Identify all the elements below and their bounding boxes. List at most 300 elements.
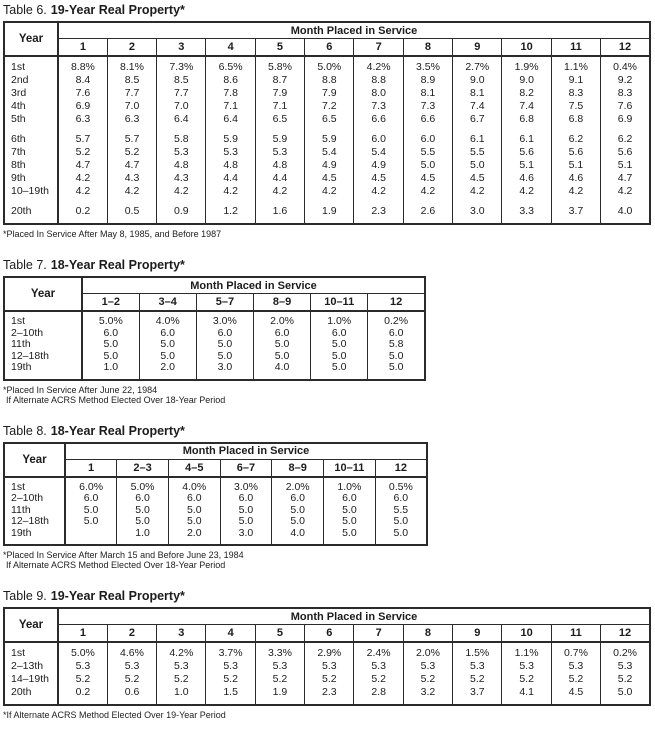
table8-title: [3, 424, 655, 438]
value-cell: 6.0: [354, 126, 403, 146]
year-label: 1st: [4, 477, 65, 494]
table6-section: [3, 3, 655, 239]
value-cell: 6.4: [206, 113, 255, 126]
value-cell: 5.0%: [82, 311, 139, 328]
value-cell: 6.6: [403, 113, 452, 126]
value-cell: 5.3: [354, 660, 403, 673]
value-cell: 5.1: [551, 159, 600, 172]
month-col-header: 10: [502, 39, 551, 57]
table9-name: 19-Year Real Property*: [50, 589, 185, 603]
value-cell: 6.1: [502, 126, 551, 146]
table-row: [4, 493, 427, 505]
value-cell: 2.3: [354, 198, 403, 224]
value-cell: 5.5: [403, 146, 452, 159]
month-col-header: 7: [354, 39, 403, 57]
value-cell: 5.0: [253, 351, 310, 363]
table6-grid: [3, 21, 651, 225]
value-cell: 4.2%: [354, 56, 403, 74]
value-cell: 5.0: [220, 516, 272, 528]
value-cell: 1.9%: [502, 56, 551, 74]
year-label: 2–10th: [4, 493, 65, 505]
value-cell: 5.0: [403, 159, 452, 172]
value-cell: 2.9%: [305, 642, 354, 660]
value-cell: 4.5: [453, 172, 502, 185]
value-cell: 4.5: [354, 172, 403, 185]
value-cell: 7.4: [502, 100, 551, 113]
value-cell: 2.0%: [272, 477, 324, 494]
year-label: 6th: [4, 126, 58, 146]
value-cell: 1.6: [255, 198, 304, 224]
year-label: 1st: [4, 642, 58, 660]
table-row: [4, 339, 425, 351]
value-cell: 4.7: [601, 172, 650, 185]
value-cell: 5.1: [601, 159, 650, 172]
value-cell: 6.5: [305, 113, 354, 126]
value-cell: 5.2: [58, 673, 107, 686]
value-cell: 5.3: [403, 660, 452, 673]
value-cell: 1.0: [82, 362, 139, 380]
value-cell: 4.2: [551, 185, 600, 198]
value-cell: 3.0: [196, 362, 253, 380]
value-cell: 4.8: [157, 159, 206, 172]
value-cell: 5.0%: [58, 642, 107, 660]
value-cell: 5.0: [82, 339, 139, 351]
table-row: [4, 172, 650, 185]
value-cell: 6.0: [324, 493, 376, 505]
value-cell: 6.8: [502, 113, 551, 126]
value-cell: 4.5: [305, 172, 354, 185]
month-col-header: 10–11: [311, 294, 368, 312]
value-cell: 8.4: [58, 74, 107, 87]
table-header: [4, 277, 425, 311]
table8-grid: [3, 442, 428, 547]
table9-section: [3, 589, 655, 720]
value-cell: 2.0%: [253, 311, 310, 328]
value-cell: 5.0: [253, 339, 310, 351]
value-cell: 6.0: [82, 328, 139, 340]
value-cell: 8.1%: [107, 56, 156, 74]
value-cell: 5.7: [107, 126, 156, 146]
value-cell: 4.9: [354, 159, 403, 172]
value-cell: 7.8: [206, 87, 255, 100]
value-cell: 7.6: [601, 100, 650, 113]
year-label: 9th: [4, 172, 58, 185]
value-cell: 2.6: [403, 198, 452, 224]
value-cell: 4.3: [107, 172, 156, 185]
table9-footnote-1: *If Alternate ACRS Method Elected Over 19-Year Period: [3, 710, 226, 720]
year-label: 4th: [4, 100, 58, 113]
month-col-header: 1: [58, 39, 107, 57]
value-cell: 3.0: [220, 528, 272, 546]
value-cell: 6.8: [551, 113, 600, 126]
value-cell: 7.7: [157, 87, 206, 100]
table-body: [4, 311, 425, 380]
value-cell: 6.6: [354, 113, 403, 126]
value-cell: 4.2: [601, 185, 650, 198]
value-cell: 1.0%: [324, 477, 376, 494]
value-cell: 5.3: [305, 660, 354, 673]
value-cell: 5.9: [206, 126, 255, 146]
value-cell: 7.3: [354, 100, 403, 113]
value-cell: 8.3: [601, 87, 650, 100]
table-row: [4, 673, 650, 686]
table-row: [4, 159, 650, 172]
table8-footnote-2: If Alternate ACRS Method Elected Over 18-Year Period: [6, 560, 226, 570]
value-cell: 4.2: [453, 185, 502, 198]
value-cell: 4.2%: [157, 642, 206, 660]
table-row: [4, 505, 427, 517]
value-cell: 6.0: [253, 328, 310, 340]
value-cell: 4.4: [255, 172, 304, 185]
value-cell: 1.1%: [551, 56, 600, 74]
value-cell: 8.2: [502, 87, 551, 100]
value-cell: 7.3: [403, 100, 452, 113]
year-label: 1st: [4, 56, 58, 74]
value-cell: 5.2: [255, 673, 304, 686]
value-cell: 5.0: [196, 351, 253, 363]
table8-number: Table 8.: [3, 423, 47, 438]
value-cell: 6.0: [375, 493, 427, 505]
value-cell: 5.0: [65, 516, 117, 528]
month-col-header: 9: [453, 625, 502, 643]
value-cell: 5.3: [255, 660, 304, 673]
table7-name: 18-Year Real Property*: [50, 258, 185, 272]
month-col-header: 7: [354, 625, 403, 643]
value-cell: 5.8%: [255, 56, 304, 74]
value-cell: 6.0%: [65, 477, 117, 494]
value-cell: 8.1: [453, 87, 502, 100]
value-cell: 5.2: [305, 673, 354, 686]
value-cell: 5.5: [453, 146, 502, 159]
value-cell: 9.1: [551, 74, 600, 87]
value-cell: 5.0%: [117, 477, 169, 494]
value-cell: 4.2: [58, 172, 107, 185]
value-cell: 5.0: [168, 505, 220, 517]
value-cell: 5.9: [255, 126, 304, 146]
value-cell: 2.0: [168, 528, 220, 546]
table7-title: [3, 258, 655, 272]
table-row: [4, 113, 650, 126]
value-cell: 5.0: [324, 528, 376, 546]
value-cell: 5.3: [157, 660, 206, 673]
value-cell: 0.2%: [601, 642, 650, 660]
value-cell: 1.0: [117, 528, 169, 546]
value-cell: 5.5: [375, 505, 427, 517]
table9-grid: [3, 607, 651, 706]
value-cell: 6.0: [272, 493, 324, 505]
value-cell: 6.0: [220, 493, 272, 505]
table-row: [4, 100, 650, 113]
value-cell: 4.0: [253, 362, 310, 380]
value-cell: 5.2: [403, 673, 452, 686]
month-col-header: 8: [403, 625, 452, 643]
value-cell: 4.5: [403, 172, 452, 185]
value-cell: 6.0: [311, 328, 368, 340]
value-cell: 5.0: [375, 516, 427, 528]
value-cell: 5.6: [502, 146, 551, 159]
year-column-header: Year: [4, 443, 65, 477]
month-col-header: 6: [305, 625, 354, 643]
value-cell: 1.5: [206, 686, 255, 705]
month-col-header: 6: [305, 39, 354, 57]
value-cell: 0.9: [157, 198, 206, 224]
value-cell: 6.0: [168, 493, 220, 505]
value-cell: 5.3: [107, 660, 156, 673]
value-cell: 0.2: [58, 686, 107, 705]
table-row: [4, 56, 650, 74]
value-cell: 4.2: [354, 185, 403, 198]
value-cell: 5.3: [502, 660, 551, 673]
value-cell: 4.6: [502, 172, 551, 185]
value-cell: 5.2: [107, 146, 156, 159]
table-row: [4, 87, 650, 100]
value-cell: 3.5%: [403, 56, 452, 74]
table-row: [4, 351, 425, 363]
value-cell: 5.7: [58, 126, 107, 146]
value-cell: 6.0: [403, 126, 452, 146]
year-label: 5th: [4, 113, 58, 126]
value-cell: 4.2: [157, 185, 206, 198]
table-body: [4, 477, 427, 546]
value-cell: 6.3: [58, 113, 107, 126]
value-cell: 3.0%: [220, 477, 272, 494]
value-cell: 7.7: [107, 87, 156, 100]
value-cell: 5.0: [220, 505, 272, 517]
table-body: [4, 642, 650, 705]
value-cell: 6.0: [117, 493, 169, 505]
table-row: [4, 146, 650, 159]
month-group-header: Month Placed in Service: [65, 443, 427, 460]
value-cell: 8.3: [551, 87, 600, 100]
month-group-header: Month Placed in Service: [82, 277, 425, 294]
value-cell: 4.6: [551, 172, 600, 185]
value-cell: 5.4: [305, 146, 354, 159]
value-cell: 5.0: [368, 362, 425, 380]
month-col-header: 5–7: [196, 294, 253, 312]
value-cell: 8.0: [354, 87, 403, 100]
month-col-header: 11: [551, 625, 600, 643]
value-cell: 7.6: [58, 87, 107, 100]
value-cell: 2.7%: [453, 56, 502, 74]
value-cell: 5.0: [168, 516, 220, 528]
value-cell: 5.3: [157, 146, 206, 159]
table-row: [4, 74, 650, 87]
value-cell: 3.7: [551, 198, 600, 224]
value-cell: 7.1: [206, 100, 255, 113]
value-cell: 8.8: [305, 74, 354, 87]
table9-title: [3, 589, 655, 603]
month-col-header: 1: [65, 459, 117, 477]
value-cell: 4.2: [403, 185, 452, 198]
value-cell: 6.9: [601, 113, 650, 126]
table8-footnote-1: *Placed In Service After March 15 and Before June 23, 1984: [3, 550, 244, 560]
month-col-header: 1: [58, 625, 107, 643]
value-cell: 8.5: [107, 74, 156, 87]
value-cell: 0.7%: [551, 642, 600, 660]
table-row: [4, 311, 425, 328]
value-cell: 5.0: [453, 159, 502, 172]
value-cell: 4.8: [206, 159, 255, 172]
value-cell: 3.2: [403, 686, 452, 705]
table6-footnotes: [3, 229, 655, 239]
table7-number: Table 7.: [3, 258, 47, 272]
value-cell: 4.2: [206, 185, 255, 198]
value-cell: 5.0%: [305, 56, 354, 74]
value-cell: 7.4: [453, 100, 502, 113]
value-cell: 6.0: [196, 328, 253, 340]
value-cell: 4.9: [305, 159, 354, 172]
table-row: [4, 477, 427, 494]
value-cell: 4.0%: [139, 311, 196, 328]
value-cell: 4.3: [157, 172, 206, 185]
value-cell: 5.0: [117, 516, 169, 528]
year-label: 11th: [4, 339, 82, 351]
year-label: 2nd: [4, 74, 58, 87]
value-cell: 6.1: [453, 126, 502, 146]
value-cell: 5.0: [272, 516, 324, 528]
table-header: [4, 443, 427, 477]
value-cell: 4.0%: [168, 477, 220, 494]
value-cell: 3.0: [453, 198, 502, 224]
value-cell: 0.2: [58, 198, 107, 224]
table6-footnote-1: *Placed In Service After May 8, 1985, and Before 1987: [3, 229, 222, 239]
value-cell: 8.1: [403, 87, 452, 100]
value-cell: 5.8: [368, 339, 425, 351]
table8-name: 18-Year Real Property*: [50, 423, 185, 438]
value-cell: 9.2: [601, 74, 650, 87]
month-col-header: 5: [255, 39, 304, 57]
value-cell: 5.0: [601, 686, 650, 705]
value-cell: 7.9: [305, 87, 354, 100]
value-cell: 7.5: [551, 100, 600, 113]
table-row: [4, 660, 650, 673]
value-cell: 5.0: [311, 339, 368, 351]
table-row: [4, 185, 650, 198]
value-cell: 3.0%: [196, 311, 253, 328]
value-cell: 2.8: [354, 686, 403, 705]
value-cell: 2.4%: [354, 642, 403, 660]
value-cell: 5.2: [58, 146, 107, 159]
month-group-header: Month Placed in Service: [58, 608, 650, 625]
value-cell: 4.2: [502, 185, 551, 198]
value-cell: 6.3: [107, 113, 156, 126]
value-cell: 6.5%: [206, 56, 255, 74]
table-row: [4, 686, 650, 705]
value-cell: 4.8: [255, 159, 304, 172]
month-col-header: 12: [375, 459, 427, 477]
month-group-header: Month Placed in Service: [58, 22, 650, 39]
value-cell: 5.0: [65, 505, 117, 517]
value-cell: 0.5%: [375, 477, 427, 494]
value-cell: 7.0: [157, 100, 206, 113]
table9-number: Table 9.: [3, 589, 47, 603]
value-cell: 3.7%: [206, 642, 255, 660]
month-col-header: 2: [107, 39, 156, 57]
month-col-header: 5: [255, 625, 304, 643]
value-cell: 4.4: [206, 172, 255, 185]
month-col-header: 2: [107, 625, 156, 643]
month-col-header: 3: [157, 625, 206, 643]
table-row: [4, 642, 650, 660]
table-row: [4, 198, 650, 224]
month-col-header: 4: [206, 39, 255, 57]
value-cell: 5.1: [502, 159, 551, 172]
value-cell: 6.2: [601, 126, 650, 146]
value-cell: 7.2: [305, 100, 354, 113]
month-col-header: 8: [403, 39, 452, 57]
value-cell: 6.5: [255, 113, 304, 126]
value-cell: 4.6%: [107, 642, 156, 660]
table8-footnotes: [3, 550, 655, 570]
value-cell: 8.5: [157, 74, 206, 87]
table8-section: [3, 424, 655, 571]
value-cell: 1.0: [157, 686, 206, 705]
year-label: 1st: [4, 311, 82, 328]
value-cell: 5.2: [354, 673, 403, 686]
value-cell: 6.9: [58, 100, 107, 113]
value-cell: 5.3: [58, 660, 107, 673]
table6-number: Table 6.: [3, 3, 47, 17]
month-col-header: 6–7: [220, 459, 272, 477]
value-cell: 4.2: [255, 185, 304, 198]
value-cell: 3.3: [502, 198, 551, 224]
month-col-header: 1–2: [82, 294, 139, 312]
month-col-header: 11: [551, 39, 600, 57]
table7-section: [3, 258, 655, 405]
value-cell: 6.0: [139, 328, 196, 340]
value-cell: 4.5: [551, 686, 600, 705]
year-label: 10–19th: [4, 185, 58, 198]
value-cell: 3.3%: [255, 642, 304, 660]
year-column-header: Year: [4, 277, 82, 311]
month-col-header: 4: [206, 625, 255, 643]
table6-title: [3, 3, 655, 17]
value-cell: 0.5: [107, 198, 156, 224]
table-row: [4, 328, 425, 340]
year-label: 19th: [4, 528, 65, 546]
table6-name: 19-Year Real Property*: [50, 3, 185, 17]
value-cell: 2.3: [305, 686, 354, 705]
year-label: 3rd: [4, 87, 58, 100]
value-cell: 5.3: [601, 660, 650, 673]
value-cell: 5.0: [272, 505, 324, 517]
month-col-header: 8–9: [253, 294, 310, 312]
value-cell: 4.2: [107, 185, 156, 198]
value-cell: 1.5%: [453, 642, 502, 660]
value-cell: 3.7: [453, 686, 502, 705]
month-col-header: 3–4: [139, 294, 196, 312]
value-cell: 6.0: [368, 328, 425, 340]
value-cell: 5.0: [375, 528, 427, 546]
value-cell: 5.6: [601, 146, 650, 159]
month-col-header: 12: [368, 294, 425, 312]
table-row: [4, 528, 427, 546]
value-cell: 5.3: [206, 146, 255, 159]
value-cell: 5.3: [206, 660, 255, 673]
year-label: 2–10th: [4, 328, 82, 340]
value-cell: [65, 528, 117, 546]
value-cell: 2.0: [139, 362, 196, 380]
value-cell: 0.2%: [368, 311, 425, 328]
month-col-header: 12: [601, 625, 650, 643]
table7-footnote-2: If Alternate ACRS Method Elected Over 18-Year Period: [6, 394, 226, 405]
month-col-header: 10: [502, 625, 551, 643]
value-cell: 6.7: [453, 113, 502, 126]
value-cell: 5.0: [311, 351, 368, 363]
year-label: 12–18th: [4, 516, 65, 528]
table9-footnotes: [3, 710, 655, 720]
year-label: 19th: [4, 362, 82, 380]
